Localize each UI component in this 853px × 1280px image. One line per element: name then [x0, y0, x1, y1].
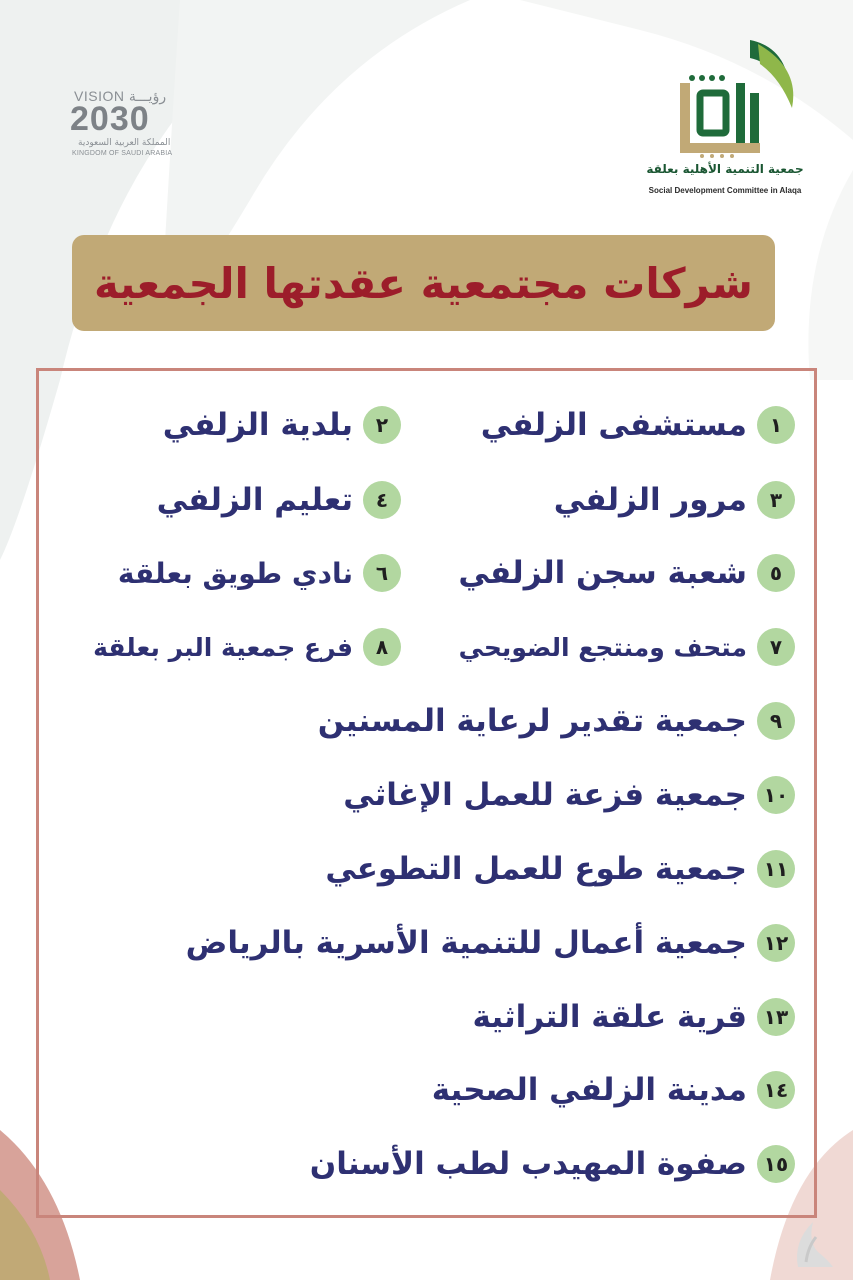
item-number: ١٣	[757, 998, 795, 1036]
vision-2030-logo	[70, 88, 190, 163]
item-number: ١٤	[757, 1071, 795, 1109]
item-label: تعليم الزلفي	[156, 482, 353, 518]
list-item-4	[157, 477, 401, 523]
list-item-11	[325, 846, 795, 892]
item-number: ١٠	[757, 776, 795, 814]
org-name-arabic: جمعية التنمية الأهلية بعلقة	[646, 162, 804, 176]
list-item-12	[186, 920, 795, 966]
org-logo-emblem-icon	[640, 38, 810, 160]
item-label: مستشفى الزلفي	[480, 407, 747, 443]
vision-title: VISION رؤيـــة	[74, 88, 167, 104]
item-label: مرور الزلفي	[553, 482, 747, 518]
list-item-8	[93, 624, 401, 670]
item-label: مدينة الزلفي الصحية	[431, 1072, 747, 1108]
list-item-7	[459, 624, 795, 670]
item-label: جمعية أعمال للتنمية الأسرية بالرياض	[185, 925, 747, 961]
list-item-6	[118, 550, 401, 596]
item-label: بلدية الزلفي	[162, 407, 353, 443]
item-number: ٥	[757, 554, 795, 592]
item-label: شعبة سجن الزلفي	[458, 555, 747, 591]
list-item-10	[343, 772, 795, 818]
item-number: ١٥	[757, 1145, 795, 1183]
list-item-3	[554, 477, 795, 523]
list-item-2	[163, 402, 401, 448]
item-label: قرية علقة التراثية	[472, 999, 747, 1035]
list-item-1	[481, 402, 795, 448]
item-label: نادي طويق بعلقة	[117, 556, 353, 590]
item-number: ٦	[363, 554, 401, 592]
item-number: ٢	[363, 406, 401, 444]
vision-arabic: المملكة العربية السعودية	[78, 138, 171, 148]
item-number: ١١	[757, 850, 795, 888]
corner-watermark-icon	[788, 1212, 838, 1272]
item-label: جمعية تقدير لرعاية المسنين	[317, 703, 747, 739]
list-item-13	[473, 994, 795, 1040]
item-number: ٣	[757, 481, 795, 519]
item-number: ١	[757, 406, 795, 444]
item-number: ٧	[757, 628, 795, 666]
item-label: فرع جمعية البر بعلقة	[93, 632, 353, 662]
item-number: ٨	[363, 628, 401, 666]
list-item-5	[458, 550, 795, 596]
org-logo	[640, 38, 810, 200]
list-item-9	[318, 698, 795, 744]
item-label: جمعية طوع للعمل التطوعي	[325, 851, 747, 887]
org-name-english: Social Development Committee in Alaqa	[648, 186, 802, 195]
list-item-15	[310, 1141, 795, 1187]
item-number: ٤	[363, 481, 401, 519]
item-label: جمعية فزعة للعمل الإغاثي	[343, 777, 747, 813]
item-number: ١٢	[757, 924, 795, 962]
item-number: ٩	[757, 702, 795, 740]
list-item-14	[432, 1067, 795, 1113]
page-title: شركات مجتمعية عقدتها الجمعية	[94, 258, 753, 308]
vision-year: 2030	[70, 100, 150, 138]
title-banner	[72, 235, 775, 331]
vision-english: KINGDOM OF SAUDI ARABIA	[72, 150, 173, 157]
item-label: متحف ومنتجع الضويحي	[458, 632, 747, 662]
item-label: صفوة المهيدب لطب الأسنان	[309, 1146, 747, 1182]
